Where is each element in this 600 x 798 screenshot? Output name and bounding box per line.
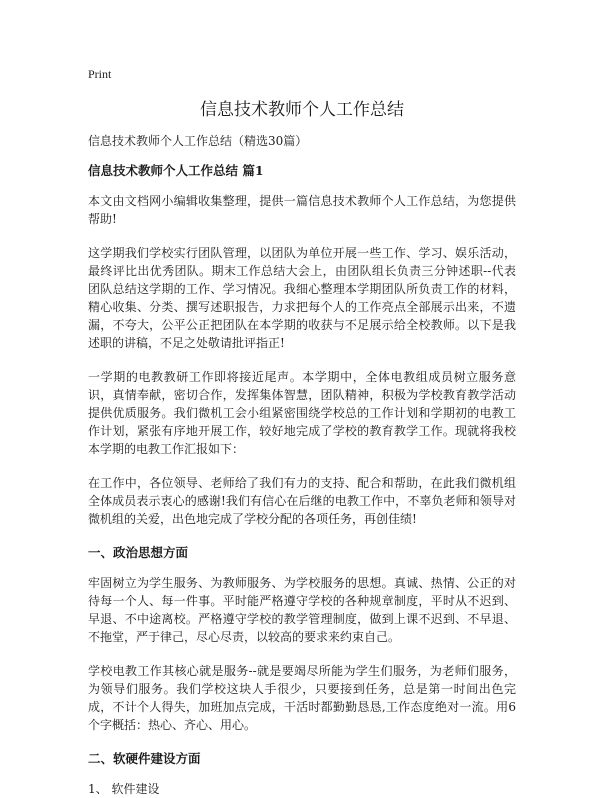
print-label: Print — [88, 67, 112, 81]
section-heading-political: 一、政治思想方面 — [88, 545, 189, 560]
document-page — [88, 66, 516, 798]
section-heading-hardware: 二、软硬件建设方面 — [88, 751, 201, 766]
paragraph-semester-work: 一学期的电教教研工作即将接近尾声。本学期中，全体电教组成员树立服务意识，真情奉献，密切合作，发挥集体智慧，团队精神，积极为学校教育教学活动提供优质服务。我们微机工会小组紧密围绕学校总的工作计划和学期初的电教工作计划，紧张有序地开展工作，较好地完成了学校的教育教学工作。现就将我校本学期的电教工作汇报如下： — [88, 370, 516, 456]
paragraph-service-attitude: 牢固树立为学生服务、为教师服务、为学校服务的思想。真诚、热情、公正的对待每一个人、每一件事。平时能严格遵守学校的各种规章制度，平时从不迟到、早退、不中途离校。严格遵守学校的教学管理制度，做到上课不迟到、不早退、不拖堂，严于律己，尽心尽责，以较高的要求来约束自己。 — [88, 576, 516, 644]
paragraph-intro: 本文由文档网小编辑收集整理，提供一篇信息技术教师个人工作总结，为您提供帮助! — [88, 194, 516, 226]
list-item-software: 1、 软件建设 — [88, 782, 160, 796]
paragraph-service-core: 学校电教工作其核心就是服务--就是要竭尽所能为学生们服务，为老师们服务，为领导们服务。我们学校这块人手很少，只要接到任务，总是第一时间出色完成，不计个人得失，加班加点完成，干活时都勤勤恳恳,工作态度绝对一流。用6个字概括：热心、齐心、用心。 — [88, 664, 516, 732]
document-subtitle: 信息技术教师个人工作总结（精选30篇） — [88, 134, 308, 148]
paragraph-team-management: 这学期我们学校实行团队管理，以团队为单位开展一些工作、学习、娱乐活动，最终评比出优秀团队。期末工作总结大会上，由团队组长负责三分钟述职--代表团队总结这学期的工作、学习情况。我细心整理本学期团队所负责工作的材料，精心收集、分类、撰写述职报告，力求把每个人的工作亮点全部展示出来，不遗漏，不夸大，公平公正把团队在本学期的收获与不足展示给全校教师。以下是我述职的讲稿，不足之处敬请批评指正! — [88, 246, 516, 350]
paragraph-thanks: 在工作中，各位领导、老师给了我们有力的支持、配合和帮助，在此我们微机组全体成员表示衷心的感谢!我们有信心在后继的电教工作中，不辜负老师和领导对微机组的关爱，出色地完成了学校分配的各项任务，再创佳绩! — [88, 476, 516, 526]
section-heading-article-1: 信息技术教师个人工作总结 篇1 — [88, 163, 264, 178]
document-title: 信息技术教师个人工作总结 — [200, 100, 404, 120]
